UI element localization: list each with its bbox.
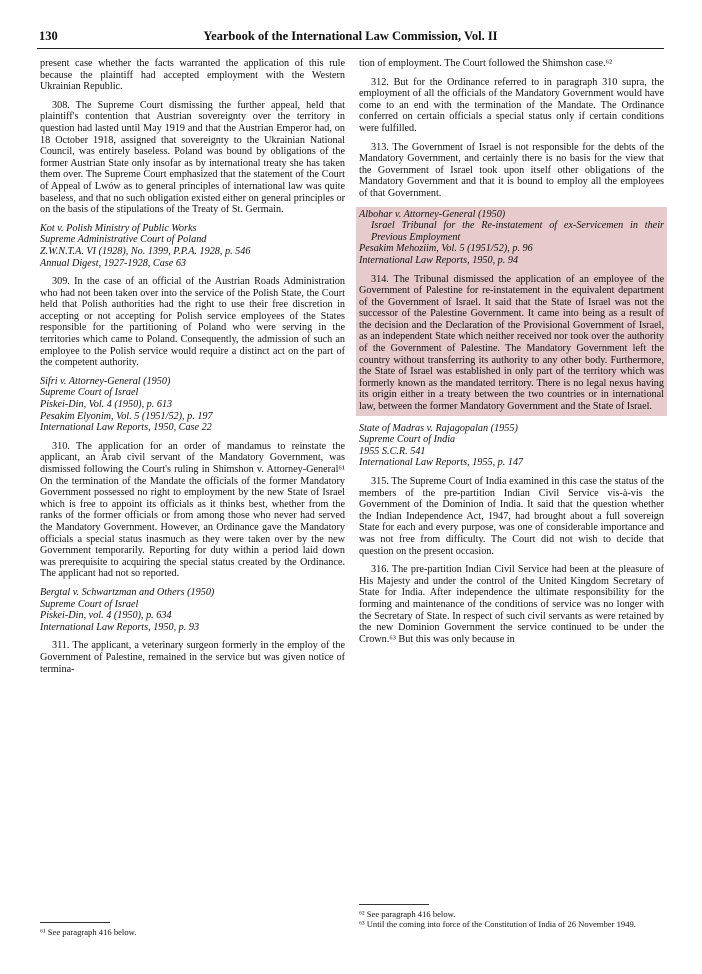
citation-line: Supreme Court of India <box>359 434 456 446</box>
case-citation <box>40 376 345 434</box>
citation-line: Piskei-Din, Vol. 4 (1950), p. 613 <box>40 399 173 411</box>
footnote-62: ⁶² See paragraph 416 below. <box>359 909 456 919</box>
footnote-divider <box>359 904 429 905</box>
paragraph-continued: present case whether the facts warranted the application of this rule because the plaintiff had accepted employment with the Western Ukrainian Republic. <box>40 58 345 93</box>
citation-line: Piskei-Din, vol. 4 (1950), p. 634 <box>40 610 172 622</box>
citation-line: Pesakim Elyonim, Vol. 5 (1951/52), p. 197 <box>40 410 213 422</box>
running-title: Yearbook of the International Law Commission, Vol. II <box>203 29 498 43</box>
citation-line: Pesakim Mehoziim, Vol. 5 (1951/52), p. 96 <box>359 243 533 255</box>
citation-line: Annual Digest, 1927-1928, Case 63 <box>40 257 187 269</box>
paragraph-314: 314. The Tribunal dismissed the application of an employee of the Government of Palestine for re-instatement in the equivalent department of the Government of Israel. It said that the State of Israel was not the successor of the Palestine Government. It came into being as a result of the decision and the Declaration of the Provisional Government of Israel, as an independent State which neither received nor took over the authority of the Government of Palestine. The Mandatory Government left the country without transferring its authority to any other body. Furthermore, the State of Israel was established in only part of the territory which was formerly known as the mandated territory. There is no legal nexus having its origin either in a treaty between the two countries or in international law, between the former Mandatory Government and the State of Israel. <box>359 273 664 413</box>
page-header <box>37 28 664 49</box>
paragraph-311: 311. The applicant, a veterinary surgeon formerly in the employ of the Government of Palestine, remained in the service but was given notice of termina- <box>40 640 345 675</box>
page-number: 130 <box>39 29 58 43</box>
paragraph-312: 312. But for the Ordinance referred to in paragraph 310 supra, the employment of all the officials of the Mandatory Government would have come to an end with the termination of the Mandate. The Ordinance conferred on certain officials a special status only if certain conditions were fulfilled. <box>359 76 664 134</box>
citation-line: Kot v. Polish Ministry of Public Works <box>40 222 197 234</box>
case-citation <box>359 423 664 469</box>
citation-line: International Law Reports, 1955, p. 147 <box>359 457 524 469</box>
paragraph-continued: tion of employment. The Court followed the Shimshon case.⁶² <box>359 58 613 69</box>
paragraph-315: 315. The Supreme Court of India examined in this case the status of the members of the pre-partition Indian Civil Service vis-à-vis the Government of the Dominion of India. It said that the question whether the Indian Independence Act, 1947, had brought about a full sovereign State for each and every purpose, was one of considerable importance and was not free from difficulty. The Court did not wish to decide that question on the present occasion. <box>359 476 664 557</box>
citation-line: Supreme Court of Israel <box>40 598 139 610</box>
footnote-63: ⁶³ Until the coming into force of the Constitution of India of 26 November 1949. <box>359 919 636 929</box>
citation-line: Supreme Court of Israel <box>40 387 139 399</box>
paragraph-316: 316. The pre-partition Indian Civil Service had been at the pleasure of His Majesty and under the control of the United Kingdom Secretary of State for India. After independence the ultimate responsibility for the forming and maintenance of the conditions of service was no longer with the Secretary of State. In respect of such civil servants as were retained by the new Dominion Government the service continued to be under the Crown.⁶³ But this was only because in <box>359 564 664 645</box>
left-column <box>40 58 345 682</box>
paragraph-310: 310. The application for an order of mandamus to reinstate the applicant, an Arab civil servant of the Mandatory Government, was dismissed following the Court's ruling in Shimshon v. Attorney-General⁶¹ On the termination of the Mandate the officials of the former Mandatory Government possessed no right to employment by the new State of Israel which is free to appoint its officials as it thinks best, whether from the ranks of the former officials or from among those who never had served the Mandatory Government. However, an Ordinance gave the Mandatory officials a special status inasmuch as they were taken over by the new Government temporarily. Reporting for duty within a period laid down was prerequisite to acquiring the special status created by the Ordinance. The applicant had not so reported. <box>40 440 345 580</box>
citation-line: International Law Reports, 1950, p. 94 <box>359 254 519 266</box>
right-column <box>359 58 664 652</box>
citation-line: Z.W.N.T.A. VI (1928), No. 1399, P.P.A. 1928, p. 546 <box>40 245 251 257</box>
citation-line: Bergtal v. Schwartzman and Others (1950) <box>40 586 215 598</box>
case-citation <box>359 209 664 267</box>
paragraph-309: 309. In the case of an official of the Austrian Roads Administration who had not been taken over into the service of the Polish State, the Court held that Polish authorities had the right to use their free discretion in accepting or not accepting for Polish service employees of the States responsible for the partitioning of Poland who were serving in the territories which came to Poland. Consequently, the admission of such an employee to the Polish service would require a distinct act on the part of the competent authority. <box>40 276 345 369</box>
footnote-divider <box>40 922 110 923</box>
citation-line: Albohar v. Attorney-General (1950) <box>359 208 506 220</box>
left-footnotes <box>40 916 345 937</box>
citation-line: Sifri v. Attorney-General (1950) <box>40 375 171 387</box>
citation-line: Supreme Administrative Court of Poland <box>40 234 207 246</box>
right-footnotes <box>359 898 664 929</box>
case-citation <box>40 587 345 633</box>
citation-line: Israel Tribunal for the Re-instatement of ex-Servicemen in their Previous Employment <box>371 220 664 243</box>
citation-line: State of Madras v. Rajagopalan (1955) <box>359 422 518 434</box>
citation-line: 1955 S.C.R. 541 <box>359 445 426 457</box>
citation-line: International Law Reports, 1950, Case 22 <box>40 422 212 434</box>
highlighted-passage <box>356 207 667 416</box>
case-citation <box>40 223 345 269</box>
footnote-61: ⁶¹ See paragraph 416 below. <box>40 927 137 937</box>
citation-line: International Law Reports, 1950, p. 93 <box>40 621 200 633</box>
paragraph-308: 308. The Supreme Court dismissing the further appeal, held that plaintiff's contention that Austrian sovereignty over the territory in question had lasted until May 1919 and that the Austrian Emperor had, on 18 October 1918, assigned that sovereignty to the Ukrainian National Council, was entirely baseless. Poland was bound by obligations of the former Austrian State only insofar as by international treaty she has taken them over. The Supreme Court emphasized that the statement of the Court of Appeal of Lwów as to general principles of international law was quite baseless, and that no such obligation existed either on general principles or on the basis of the stipulations of the Treaty of St. Germain. <box>40 99 345 216</box>
paragraph-313: 313. The Government of Israel is not responsible for the debts of the Mandatory Government, and certainly there is no basis for the view that the Government of Israel took upon itself other obligations of the Mandatory Government and that it is bound to employ all the employees of that Government. <box>359 141 664 199</box>
